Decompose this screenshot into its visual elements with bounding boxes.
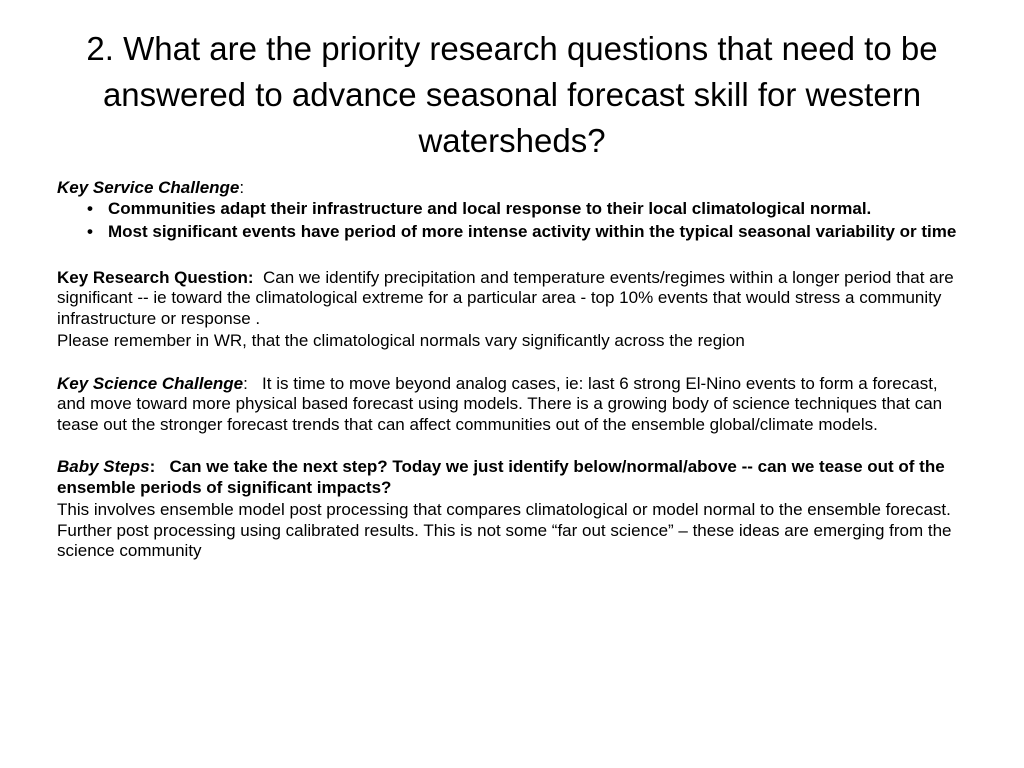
research-question-text: Can we identify precipitation and temperature events/regimes within a longer period that are significant -- ie toward the climatological extreme for a particular area - top 10% events that would stress a community infrastructure or response . [57, 267, 954, 328]
spacer [57, 435, 967, 457]
bullet-item [57, 222, 967, 243]
research-question-note: Please remember in WR, that the climatological normals vary significantly across the region [57, 331, 745, 350]
science-challenge-text: It is time to move beyond analog cases, ie: last 6 strong El-Nino events to form a forecast, and move toward more physical based forecast using models. There is a growing body of science techniques that can tease out the stronger forecast trends that can affect communities out of the ensemble global/climate models. [57, 373, 943, 434]
service-challenge-colon: : [239, 178, 245, 197]
science-challenge-paragraph [57, 374, 967, 436]
research-question-paragraph [57, 268, 967, 330]
science-challenge-label: Key Science Challenge [57, 373, 244, 393]
bullet-dot-icon: • [87, 222, 93, 241]
slide-body [57, 178, 967, 562]
spacer [57, 352, 967, 374]
service-challenge-bullets [57, 199, 967, 243]
bullet-text: Communities adapt their infrastructure and local response to their local climatological normal. [108, 198, 872, 218]
bullet-item [57, 199, 967, 220]
spacer [57, 246, 967, 268]
bullet-dot-icon: • [87, 198, 93, 218]
baby-steps-colon: : [149, 457, 156, 476]
slide-title: 2. What are the priority research questions that need to be answered to advance seasonal forecast skill for western watersheds? [86, 30, 938, 159]
service-challenge-label: Key Service Challenge [57, 178, 240, 197]
baby-steps-question: Can we take the next step? Today we just identify below/normal/above -- can we tease out of the ensemble periods of significant impacts? [57, 457, 945, 497]
bullet-text: Most significant events have period of more intense activity within the typical seasonal variability or time [108, 222, 957, 241]
science-challenge-colon: : [243, 373, 248, 393]
baby-steps-text: This involves ensemble model post processing that compares climatological or model normal to the ensemble forecast. Further post processing using calibrated results. This is not some “far out science” – these ideas are emerging from the science community [57, 500, 952, 560]
baby-steps-label: Baby Steps [57, 457, 150, 476]
service-challenge-heading [57, 178, 967, 199]
research-question-label: Key Research Question: [57, 267, 254, 287]
baby-steps-paragraph [57, 457, 967, 498]
